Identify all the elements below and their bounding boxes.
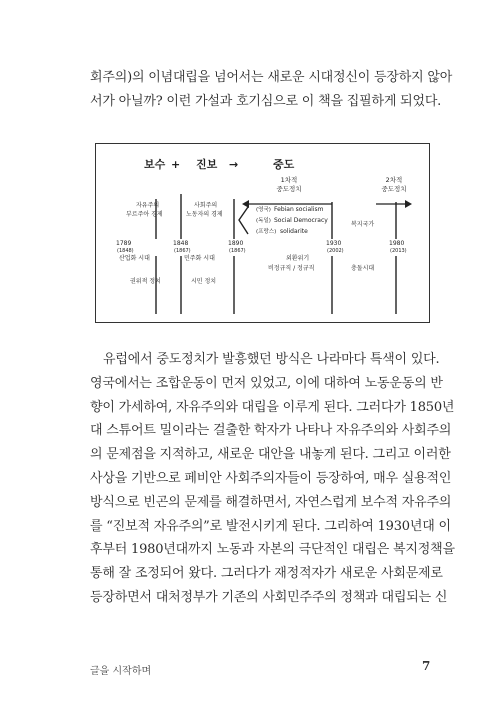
body-line: 후부터 1980년대까지 노동과 자본의 극단적인 대립은 복지정책을 (90, 542, 455, 558)
labor-economy-label: 노동자의 경제 (186, 211, 223, 218)
body-line: 통해 잘 조정되어 왔다. 그러다가 재정적자가 새로운 사회문제로 (90, 566, 443, 582)
year-1930-sub: (2002) (327, 248, 344, 254)
variants-brace (239, 207, 248, 234)
intro-line: 회주의)의 이념대립을 넘어서는 새로운 시대정신이 등장하지 않아 (90, 70, 453, 85)
year-1848: 1848 (173, 240, 189, 247)
body-line: 의 문제점을 지적하고, 새로운 대안을 내놓게 된다. 그리고 이러한 (90, 447, 451, 463)
intro-line: 서가 아닐까? 이런 가설과 호기심으로 이 책을 집필하게 되었다. (90, 93, 442, 109)
header-arrow: → (229, 158, 239, 171)
body-line: 향이 가세하여, 자유주의와 대립을 이루게 된다. 그러다가 1850년 (90, 399, 455, 415)
header-conservative: 보수 (144, 158, 166, 171)
finance-crisis-label: 외환위기 (286, 255, 310, 262)
year-1848-sub: (1867) (174, 248, 191, 254)
diagram-svg (96, 144, 431, 324)
welfare-state-label: 복지국가 (351, 221, 375, 228)
year-1980-sub: (2013) (390, 248, 407, 254)
intro-paragraph (90, 66, 453, 114)
year-1789: 1789 (116, 240, 132, 247)
body-line: 유럽에서 중도정치가 발흥했던 방식은 나라마다 특색이 있다. (103, 352, 440, 367)
body-line: 영국에서는 조합운동이 먼저 있었고, 이에 대하여 노동운동의 반 (90, 375, 443, 391)
page-number: 7 (422, 659, 431, 673)
variant-uk-name: Febian socialism (274, 206, 324, 213)
civil-politics-label: 시민 정치 (191, 278, 217, 285)
body-line: 사상을 기반으로 페비안 사회주의자들이 등장하여, 매우 실용적인 (90, 470, 452, 486)
header-centrism: 중도 (273, 158, 295, 171)
authoritarian-politics-label: 권위적 정치 (130, 278, 161, 285)
year-1890: 1890 (228, 240, 244, 247)
socialism-label: 사회주의 (194, 202, 218, 209)
first-centrism-label-1: 1차적 (280, 176, 298, 184)
conflict-era-label: 충돌시대 (351, 265, 375, 272)
body-line: 방식으로 빈곤의 문제를 해결하면서, 자연스럽게 보수적 자유주의 (90, 494, 452, 510)
bourgeois-economy-label: 부르주아 경제 (126, 211, 163, 218)
year-1930: 1930 (326, 240, 342, 247)
year-1890-sub: (1867) (229, 248, 246, 254)
variant-de-name: Social Democracy (274, 217, 328, 224)
year-1789-sub: (1848) (117, 248, 134, 254)
variant-fr-name: solidarite (280, 228, 308, 235)
variant-uk-country: (영국) (256, 207, 271, 213)
body-line: 대 스튜어트 밀이라는 걸출한 학자가 나타나 자유주의와 사회주의 (90, 423, 452, 439)
variant-de-country: (독일) (256, 218, 271, 224)
centrism-diagram (95, 143, 430, 323)
second-centrism-arrowhead (405, 200, 412, 208)
year-1980: 1980 (389, 240, 405, 247)
variant-fr-country: (프랑스) (256, 229, 277, 235)
employment-label: 비정규직 / 정규직 (268, 265, 315, 272)
body-line: 등장하면서 대처정부가 기존의 사회민주주의 정책과 대립되는 신 (90, 589, 448, 605)
industrial-era-label: 산업화 시대 (119, 255, 150, 262)
liberalism-label: 자유주의 (136, 202, 160, 209)
body-paragraph (90, 348, 455, 610)
first-centrism-arrowhead (242, 200, 249, 208)
second-centrism-label-1: 2차적 (385, 176, 403, 184)
header-plus: + (171, 158, 181, 171)
footer-section-title: 글을 시작하며 (90, 666, 152, 677)
body-line: 를 “진보적 자유주의”로 발전시키게 된다. 그리하여 1930년대 이 (90, 518, 451, 534)
democratization-era-label: 민주화 시대 (184, 255, 215, 262)
first-centrism-label-2: 중도정치 (276, 185, 302, 193)
header-progressive: 진보 (196, 158, 218, 171)
second-centrism-label-2: 중도정치 (381, 185, 407, 193)
